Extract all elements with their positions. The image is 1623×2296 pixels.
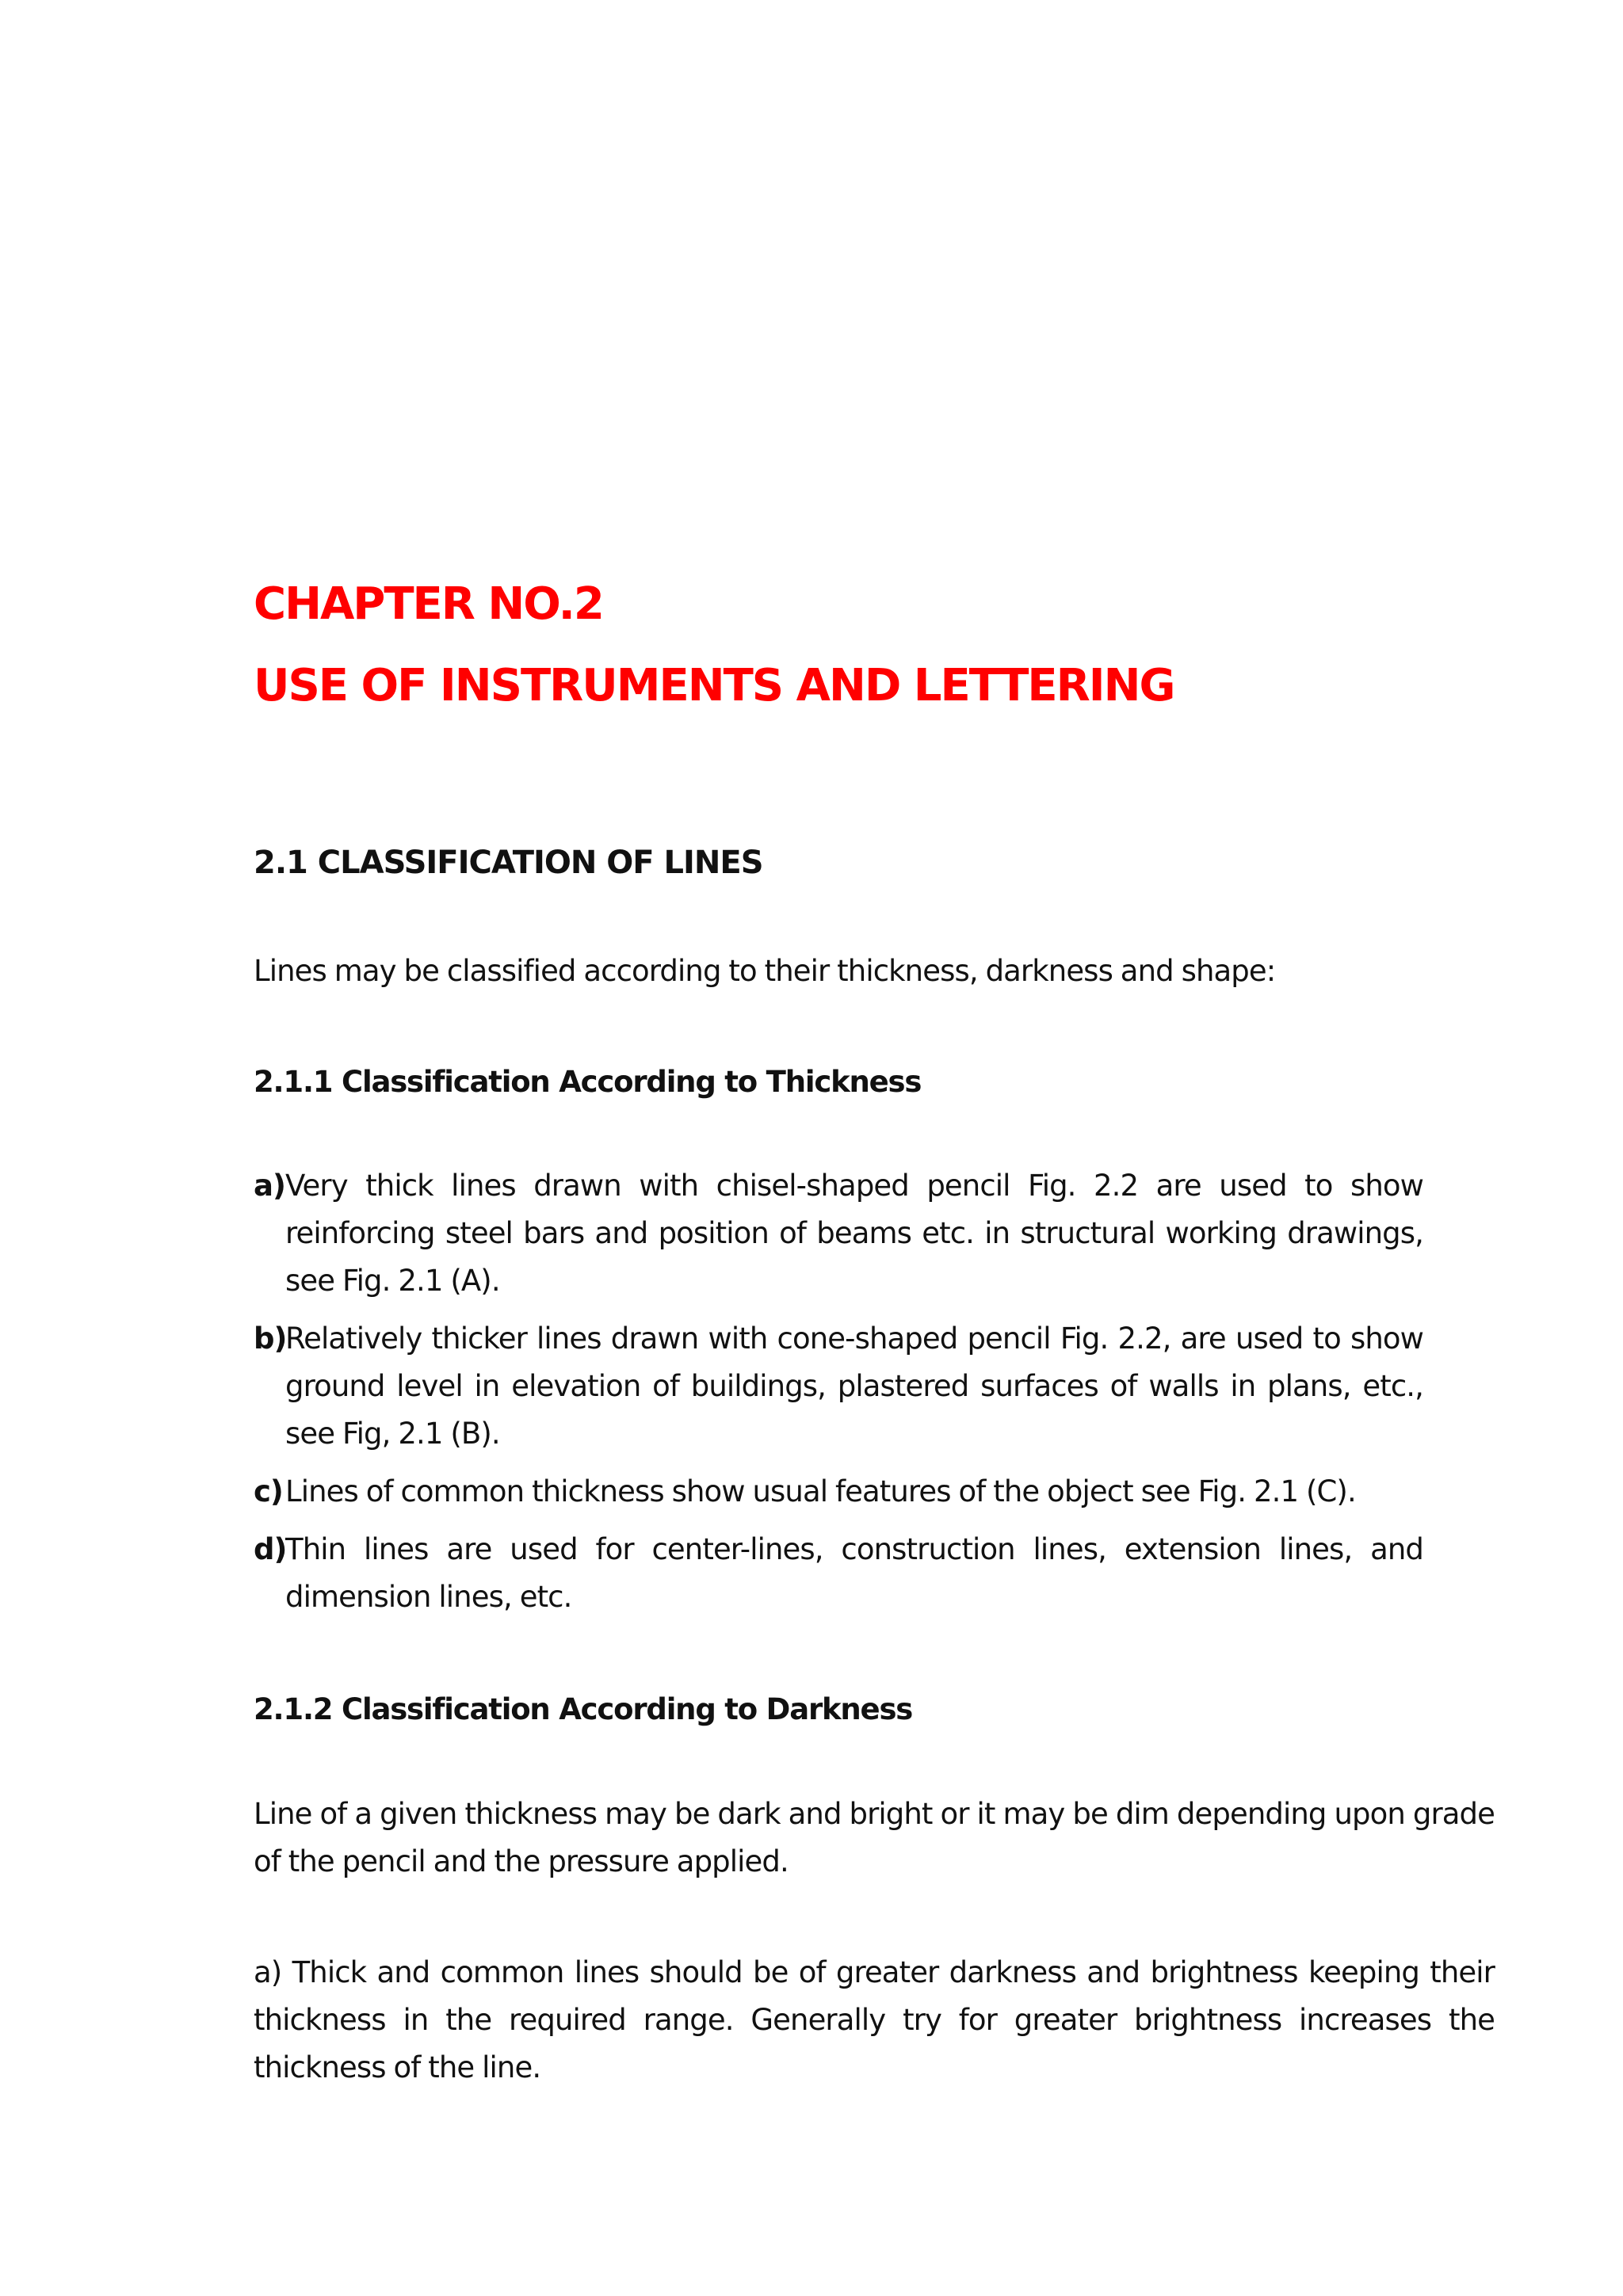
thickness-subsection-heading: 2.1.1 Classification According to Thickness [254,1065,922,1099]
list-marker: b) [254,1322,287,1356]
list-marker: d) [254,1532,287,1566]
darkness-paragraph: Line of a given thickness may be dark and bright or it may be dim depending upon grade of the pencil and the pressure applied. [254,1797,1495,1878]
darkness-subsection-heading: 2.1.2 Classification According to Darkness [254,1692,913,1726]
thickness-list-item-b [254,1315,1423,1458]
chapter-number-heading: CHAPTER NO.2 [254,578,603,630]
thickness-list-item-c [254,1468,1423,1516]
section-intro-paragraph: Lines may be classified according to their thickness, darkness and shape: [254,954,1276,988]
list-marker: a) [254,1169,285,1203]
list-item-text: Relatively thicker lines drawn with cone-shaped pencil Fig. 2.2, are used to show ground level in elevation of buildings, plastered surfaces of walls in plans, etc., see Fig, 2.1 (B). [285,1322,1423,1451]
thickness-list-item-a [254,1162,1423,1305]
list-marker: c) [254,1474,283,1508]
list-item-text: Lines of common thickness show usual features of the object see Fig. 2.1 (C). [285,1474,1356,1508]
section-heading: 2.1 CLASSIFICATION OF LINES [254,845,763,881]
chapter-title-heading: USE OF INSTRUMENTS AND LETTERING [254,660,1174,711]
thickness-list-item-d [254,1526,1423,1621]
list-item-text: Very thick lines drawn with chisel-shaped pencil Fig. 2.2 are used to show reinforcing steel bars and position of beams etc. in structural working drawings, see Fig. 2.1 (A). [285,1169,1423,1298]
darkness-item-a: a) Thick and common lines should be of greater darkness and brightness keeping their thickness in the required range. Generally try for greater brightness increases the thickness of the line. [254,1955,1495,2084]
list-item-text: Thin lines are used for center-lines, construction lines, extension lines, and dimension lines, etc. [285,1532,1423,1614]
